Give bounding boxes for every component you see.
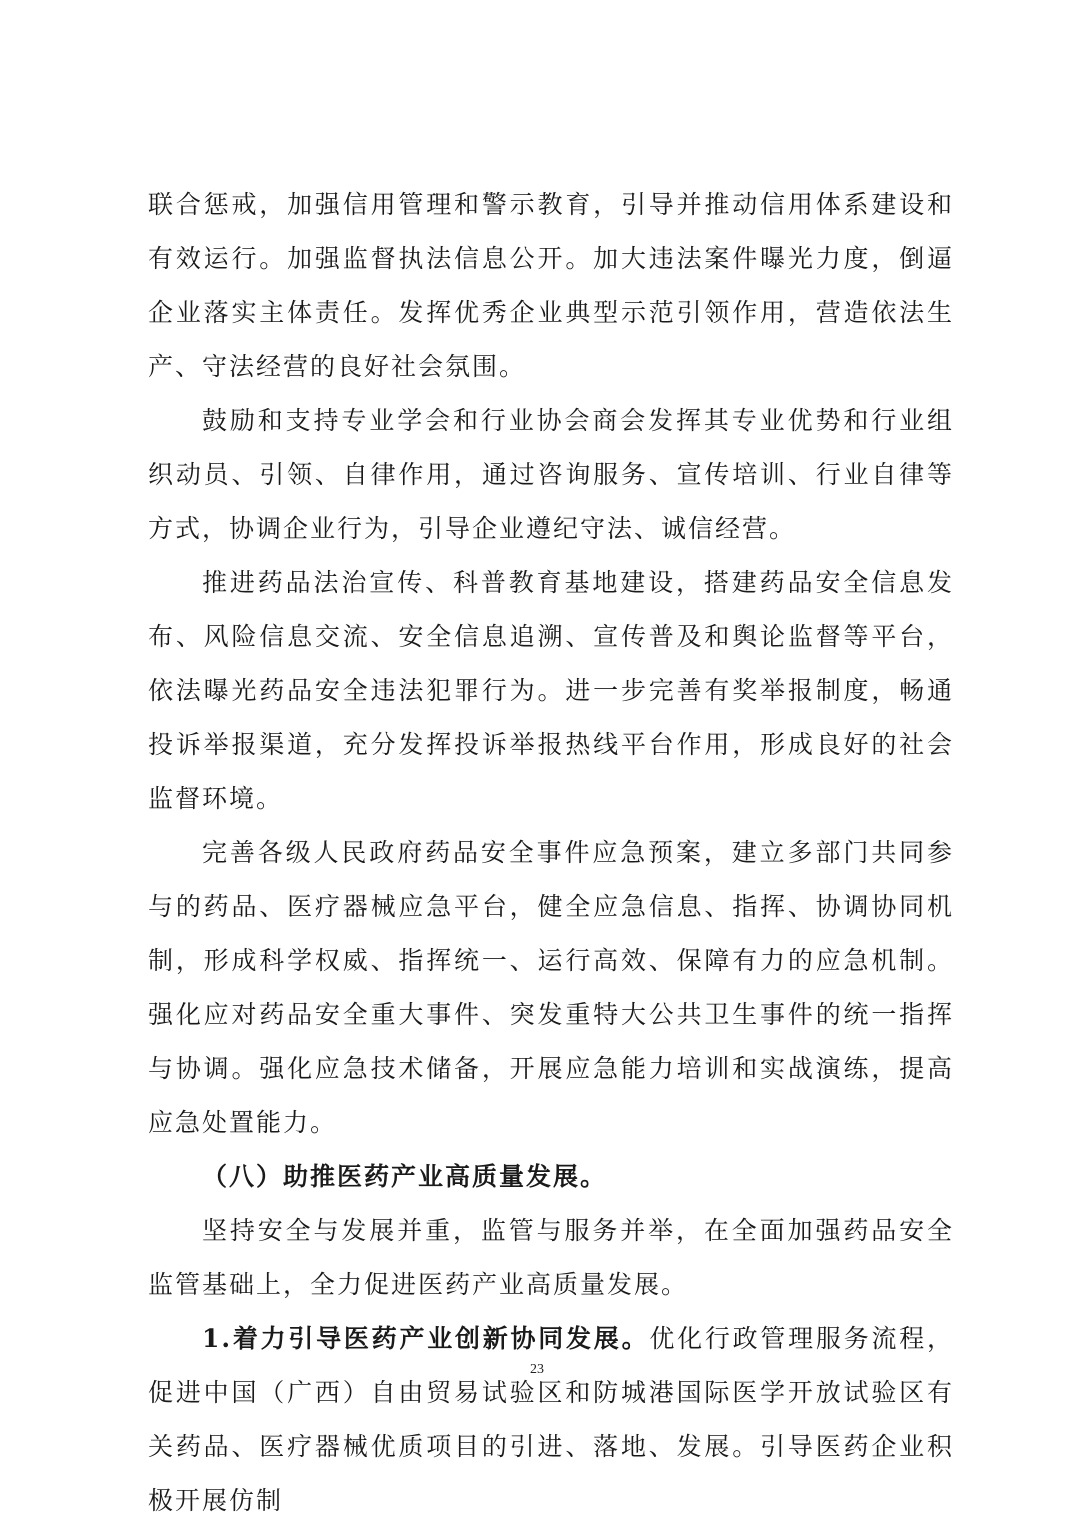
paragraph-credit-punishment: 联合惩戒，加强信用管理和警示教育，引导并推动信用体系建设和有效运行。加强监督执法信息公开。加大违法案件曝光力度，倒逼企业落实主体责任。发挥优秀企业典型示范引领作用，营造依法生产、守法经营的良好社会氛围。 — [148, 190, 954, 381]
paragraph-emergency-response: 完善各级人民政府药品安全事件应急预案，建立多部门共同参与的药品、医疗器械应急平台，健全应急信息、指挥、协调协同机制，形成科学权威、指挥统一、运行高效、保障有力的应急机制。强化应对药品安全重大事件、突发重特大公共卫生事件的统一指挥与协调。强化应急技术储备，开展应急能力培训和实战演练，提高应急处置能力。 — [148, 838, 954, 1137]
paragraph-innovation — [148, 1312, 954, 1528]
section-heading-8: （八）助推医药产业高质量发展。 — [202, 1162, 608, 1191]
page-number: 23 — [530, 1362, 544, 1377]
paragraph-safety-and-development: 坚持安全与发展并重，监管与服务并举，在全面加强药品安全监管基础上，全力促进医药产业高质量发展。 — [148, 1216, 954, 1299]
paragraph-legal-publicity: 推进药品法治宣传、科普教育基地建设，搭建药品安全信息发布、风险信息交流、安全信息追溯、宣传普及和舆论监督等平台，依法曝光药品安全违法犯罪行为。进一步完善有奖举报制度，畅通投诉举报渠道，充分发挥投诉举报热线平台作用，形成良好的社会监督环境。 — [148, 568, 954, 813]
body-text — [148, 178, 954, 1528]
paragraph-industry-associations: 鼓励和支持专业学会和行业协会商会发挥其专业优势和行业组织动员、引领、自律作用，通过咨询服务、宣传培训、行业自律等方式，协调企业行为，引导企业遵纪守法、诚信经营。 — [148, 406, 954, 543]
paragraph-innovation-lead: 1.着力引导医药产业创新协同发展。 — [202, 1324, 650, 1353]
paragraph-innovation-body: 优化行政管理服务流程，促进中国（广西）自由贸易试验区和防城港国际医学开放试验区有关药品、医疗器械优质项目的引进、落地、发展。引导医药企业积极开展仿制 — [148, 1324, 954, 1515]
